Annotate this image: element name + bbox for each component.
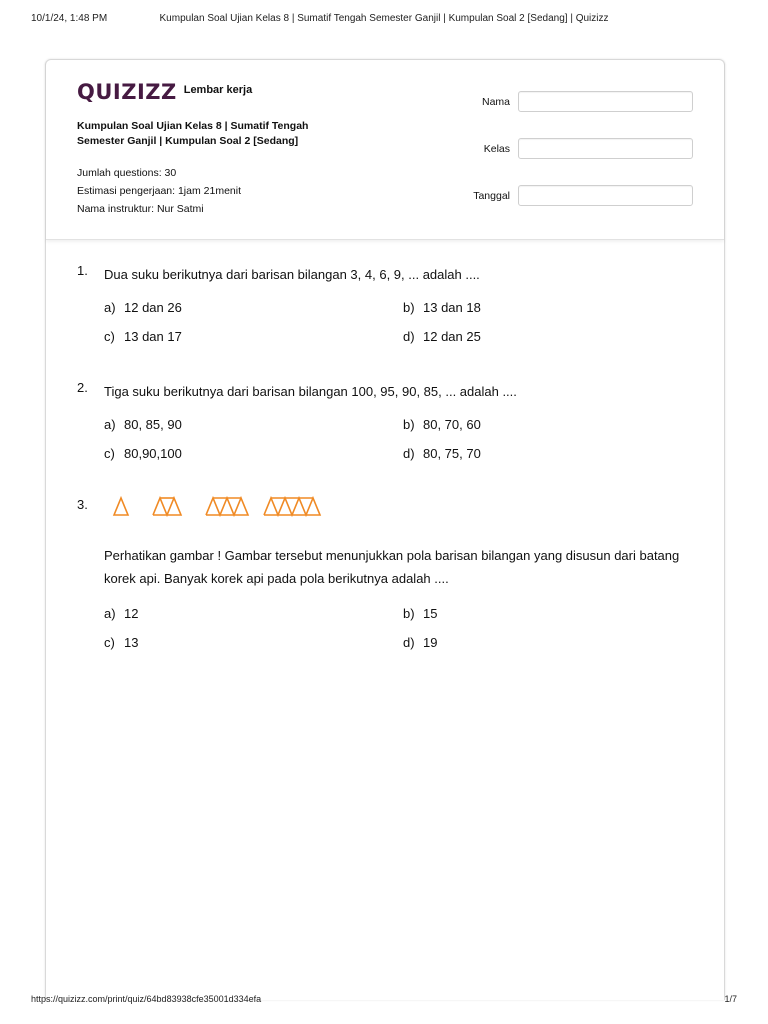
- option-c[interactable]: [104, 446, 182, 461]
- option-text: 12: [124, 606, 139, 621]
- option-text: 13 dan 18: [423, 300, 481, 315]
- question-text: Dua suku berikutnya dari barisan bilangan 3, 4, 6, 9, ... adalah ....: [104, 267, 480, 282]
- name-label: Nama: [481, 96, 510, 108]
- option-d[interactable]: [403, 329, 481, 344]
- option-a[interactable]: [104, 606, 138, 621]
- option-a[interactable]: [104, 300, 182, 315]
- question-number: 3.: [77, 497, 88, 512]
- option-letter: a): [104, 300, 116, 315]
- option-letter: b): [403, 300, 415, 315]
- option-text: 15: [423, 606, 438, 621]
- option-letter: d): [403, 635, 415, 650]
- date-input[interactable]: [519, 187, 692, 206]
- option-text: 19: [423, 635, 438, 650]
- worksheet: [45, 59, 725, 1000]
- option-letter: d): [403, 446, 415, 461]
- question-number: 2.: [77, 380, 88, 395]
- option-text: 80,90,100: [124, 446, 182, 461]
- print-url: https://quizizz.com/print/quiz/64bd83938cfe35001d334efa: [31, 994, 262, 1004]
- worksheet-label: Lembar kerja: [183, 84, 253, 96]
- page-number: 1/7: [724, 994, 737, 1004]
- option-text: 13 dan 17: [124, 329, 182, 344]
- option-b[interactable]: [403, 606, 437, 621]
- class-label: Kelas: [483, 143, 510, 155]
- instructor-name: Nama instruktur: Nur Satmi: [77, 203, 204, 215]
- option-c[interactable]: [104, 329, 182, 344]
- option-text: 12 dan 26: [124, 300, 182, 315]
- option-text: 13: [124, 635, 139, 650]
- option-letter: b): [403, 606, 415, 621]
- option-letter: b): [403, 417, 415, 432]
- option-letter: a): [104, 417, 116, 432]
- print-date: 10/1/24, 1:48 PM: [31, 13, 108, 24]
- option-text: 80, 70, 60: [423, 417, 481, 432]
- option-letter: c): [104, 446, 115, 461]
- option-letter: c): [104, 329, 115, 344]
- estimated-time: Estimasi pengerjaan: 1jam 21menit: [77, 185, 242, 197]
- print-header: [0, 13, 768, 29]
- option-text: 80, 85, 90: [124, 417, 182, 432]
- option-b[interactable]: [403, 300, 481, 315]
- name-input[interactable]: [519, 93, 692, 112]
- question-count: Jumlah questions: 30: [77, 167, 177, 179]
- name-field[interactable]: [518, 91, 693, 112]
- pattern-3-triangles: [206, 498, 248, 515]
- question-number: 1.: [77, 263, 88, 278]
- option-text: 12 dan 25: [423, 329, 481, 344]
- option-d[interactable]: [403, 446, 481, 461]
- option-b[interactable]: [403, 417, 481, 432]
- date-field[interactable]: [518, 185, 693, 206]
- matchstick-pattern-image: [103, 493, 343, 525]
- option-d[interactable]: [403, 635, 437, 650]
- question-text: Tiga suku berikutnya dari barisan bilangan 100, 95, 90, 85, ... adalah ....: [104, 384, 517, 399]
- option-c[interactable]: [104, 635, 138, 650]
- pattern-4-triangles: [264, 498, 320, 515]
- class-field[interactable]: [518, 138, 693, 159]
- logo-wordmark: QUIZIZZ: [77, 80, 177, 104]
- class-input[interactable]: [519, 140, 692, 159]
- worksheet-header: [46, 60, 724, 240]
- pattern-2-triangles: [153, 498, 181, 515]
- option-letter: c): [104, 635, 115, 650]
- quiz-title: Kumpulan Soal Ujian Kelas 8 | Sumatif Tengah Semester Ganjil | Kumpulan Soal 2 [Sedang]: [77, 120, 309, 147]
- date-label: Tanggal: [473, 190, 510, 202]
- pattern-1-triangles: [114, 498, 128, 515]
- option-text: 80, 75, 70: [423, 446, 481, 461]
- question-text: Perhatikan gambar ! Gambar tersebut menunjukkan pola barisan bilangan yang disusun dari batang korek api. Banyak korek api pada pola berikutnya adalah ....: [104, 548, 680, 586]
- option-letter: a): [104, 606, 116, 621]
- quizizz-logo: [77, 80, 252, 104]
- option-letter: d): [403, 329, 415, 344]
- print-footer: [0, 994, 768, 1008]
- option-a[interactable]: [104, 417, 182, 432]
- print-title: Kumpulan Soal Ujian Kelas 8 | Sumatif Tengah Semester Ganjil | Kumpulan Soal 2 [Sedang] | Quizizz: [159, 13, 609, 24]
